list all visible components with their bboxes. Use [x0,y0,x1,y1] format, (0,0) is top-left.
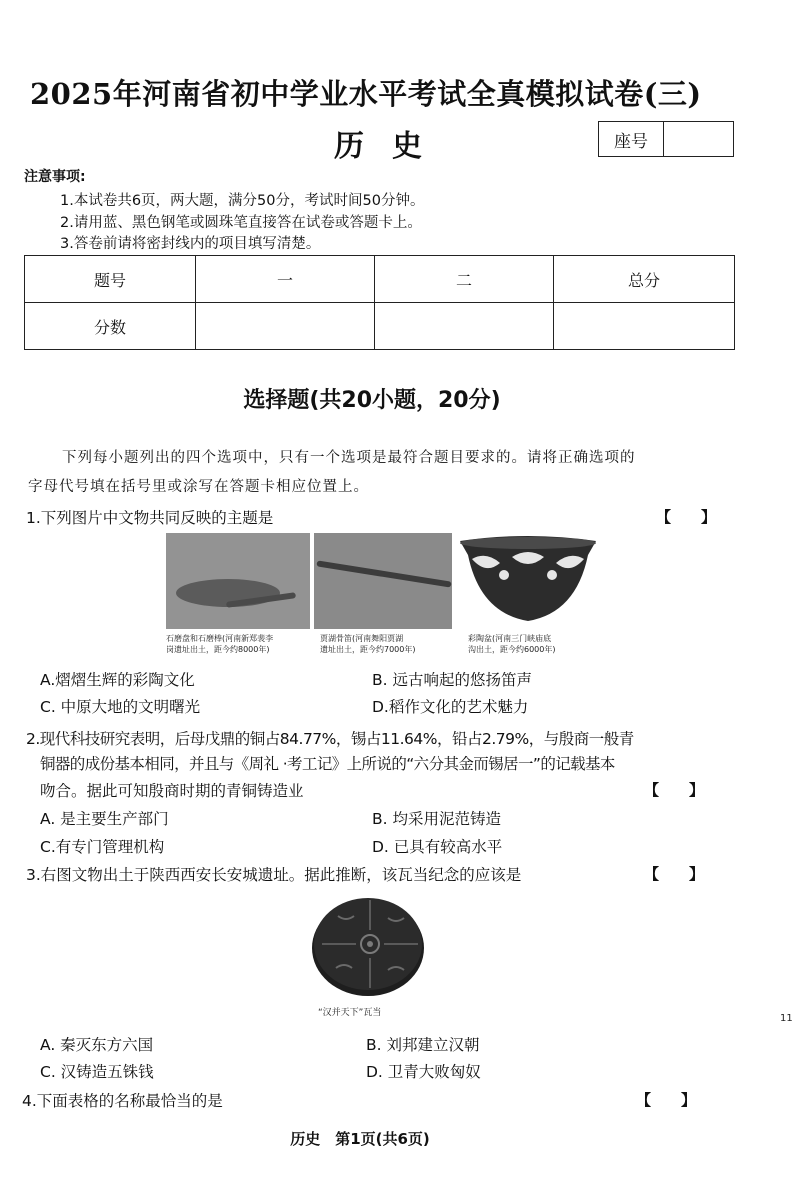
option-d[interactable]: D. 卫青大败匈奴 [366,1063,481,1081]
score-header-cell: 题号 [25,256,196,303]
score-header-cell: 二 [375,256,554,303]
tile-caption: “汉并天下”瓦当 [318,1008,382,1018]
answer-bracket[interactable]: 【 】 [636,1091,697,1109]
subject-title: 历史 [334,129,450,164]
score-header-cell: 总分 [554,256,735,303]
bone-flute-icon [314,533,452,629]
question-4-stem: 4.下面表格的名称最恰当的是 [22,1092,223,1110]
score-header-cell: 一 [196,256,375,303]
option-c[interactable]: C.有专门管理机构 [40,838,165,856]
caption-line: 石磨盘和石磨棒(河南新郑裴李 [166,634,274,643]
question-1-stem: 1.下列图片中文物共同反映的主题是 [26,509,274,527]
seat-label: 座号 [599,122,664,156]
grinding-stone-image [166,533,310,629]
option-c[interactable]: C. 中原大地的文明曙光 [40,698,201,716]
option-a[interactable]: A.熠熠生辉的彩陶文化 [40,671,195,689]
pottery-basin-icon [456,533,600,629]
score-cell[interactable] [554,303,735,350]
notes-heading: 注意事项: [24,169,86,185]
painted-pottery-image [456,533,600,629]
seat-number-box [598,121,734,157]
note-item: 2.请用蓝、黑色钢笔或圆珠笔直接答在试卷或答题卡上。 [60,215,422,231]
question-2-stem: 2.现代科技研究表明，后母戊鼎的铜占84.77%，锡占11.64%，铅占2.79%，与殷商一般青 [26,730,634,748]
caption-line: 沟出土，距今约6000年) [468,645,556,654]
score-table [24,255,735,350]
score-table-header-row [25,256,735,303]
tile-end-image [308,888,428,1000]
answer-bracket[interactable]: 【 】 [656,508,717,526]
option-a[interactable]: A. 秦灭东方六国 [40,1036,154,1054]
section-instructions: 下列每小题列出的四个选项中，只有一个选项是最符合题目要求的。请将正确选项的 [62,450,636,466]
answer-bracket[interactable]: 【 】 [644,781,705,799]
note-item: 3.答卷前请将密封线内的项目填写清楚。 [60,236,321,252]
score-table-row [25,303,735,350]
option-b[interactable]: B. 刘邦建立汉朝 [366,1036,480,1054]
note-item: 1.本试卷共6页，两大题，满分50分，考试时间50分钟。 [60,193,425,209]
option-d[interactable]: D. 已具有较高水平 [372,838,503,856]
score-cell[interactable] [196,303,375,350]
image-caption [468,633,598,655]
caption-line: 贾湖骨笛(河南舞阳贾湖 [320,634,404,643]
caption-line: 岗遗址出土，距今约8000年) [166,645,270,654]
section-title: 选择题(共20小题，20分) [243,388,501,413]
question-3-stem: 3.右图文物出土于陕西西安长安城遗址。据此推断，该瓦当纪念的应该是 [26,866,522,884]
score-row-label: 分数 [25,303,196,350]
exam-title: 2025年河南省初中学业水平考试全真模拟试卷(三) [30,77,702,111]
section-instructions: 字母代号填在括号里或涂写在答题卡相应位置上。 [28,479,369,495]
grinding-stone-icon [166,533,310,629]
image-caption [320,633,460,655]
caption-line: 彩陶盆(河南三门峡庙底 [468,634,552,643]
question-2-stem: 铜器的成份基本相同，并且与《周礼 ·考工记》上所说的“六分其金而锡居一”的记载基本 [40,755,615,773]
option-c[interactable]: C. 汉铸造五铢钱 [40,1063,154,1081]
side-mark: 11 [780,1013,793,1024]
caption-line: 遗址出土，距今约7000年) [320,645,416,654]
score-cell[interactable] [375,303,554,350]
image-caption [166,633,316,655]
question-2-stem: 吻合。据此可知殷商时期的青铜铸造业 [40,782,304,800]
bone-flute-image [314,533,452,629]
roof-tile-icon [308,888,428,1000]
seat-input-area[interactable] [664,122,733,156]
option-d[interactable]: D.稻作文化的艺术魅力 [372,698,529,716]
answer-bracket[interactable]: 【 】 [644,865,705,883]
page-footer: 历史 第1页(共6页) [290,1130,430,1148]
option-b[interactable]: B. 均采用泥范铸造 [372,810,501,828]
option-b[interactable]: B. 远古响起的悠扬笛声 [372,671,532,689]
option-a[interactable]: A. 是主要生产部门 [40,810,169,828]
